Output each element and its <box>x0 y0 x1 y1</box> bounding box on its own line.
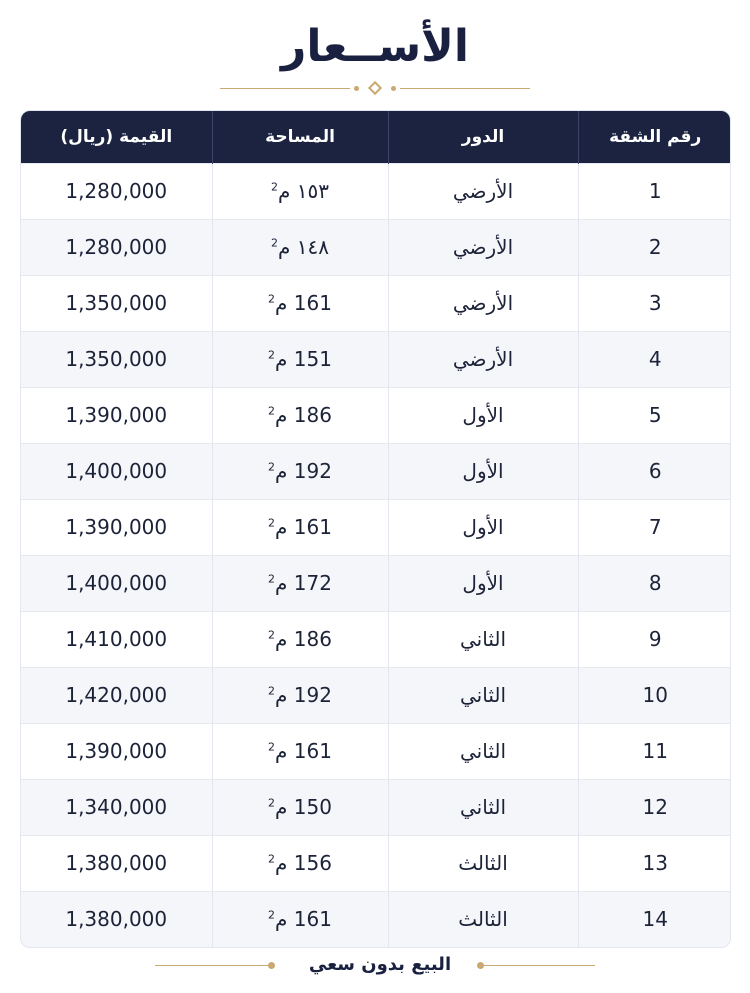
column-header-price: القيمة (ريال) <box>21 111 212 163</box>
table-row <box>21 555 731 611</box>
table-row <box>21 723 731 779</box>
cell-unit: 11 <box>578 723 731 779</box>
area-value: 161 <box>293 515 332 539</box>
area-value: ١٥٣ <box>296 179 329 203</box>
price-table-container <box>20 110 731 948</box>
cell-floor: الأول <box>388 499 578 555</box>
cell-price: 1,400,000 <box>21 443 212 499</box>
area-unit-label: م <box>278 179 291 203</box>
table-row <box>21 163 731 219</box>
table-header-row <box>21 111 731 163</box>
area-value: 151 <box>293 347 332 371</box>
cell-unit: 10 <box>578 667 731 723</box>
area-unit-superscript: 2 <box>271 180 278 194</box>
cell-floor: الثاني <box>388 723 578 779</box>
table-row <box>21 835 731 891</box>
area-value: 150 <box>293 795 332 819</box>
cell-area <box>212 163 388 219</box>
cell-area <box>212 219 388 275</box>
cell-price: 1,280,000 <box>21 163 212 219</box>
cell-floor: الأول <box>388 555 578 611</box>
area-value: 156 <box>293 851 332 875</box>
area-unit <box>271 235 290 259</box>
area-value: 161 <box>293 291 332 315</box>
area-unit <box>268 515 287 539</box>
area-value: 161 <box>293 739 332 763</box>
cell-area <box>212 275 388 331</box>
area-unit-superscript: 2 <box>268 572 276 586</box>
table-row <box>21 275 731 331</box>
cell-unit: 7 <box>578 499 731 555</box>
table-row <box>21 499 731 555</box>
cell-area <box>212 443 388 499</box>
cell-area <box>212 667 388 723</box>
area-value: 172 <box>293 571 332 595</box>
ornament-line-left <box>220 88 350 89</box>
area-unit-label: م <box>278 235 291 259</box>
area-unit <box>268 739 287 763</box>
cell-area <box>212 331 388 387</box>
area-unit <box>268 795 287 819</box>
area-unit-label: م <box>275 627 288 651</box>
cell-area <box>212 387 388 443</box>
cell-price: 1,350,000 <box>21 331 212 387</box>
area-unit <box>268 403 287 427</box>
cell-floor: الثالث <box>388 891 578 947</box>
cell-unit: 12 <box>578 779 731 835</box>
area-unit-superscript: 2 <box>268 404 276 418</box>
cell-price: 1,350,000 <box>21 275 212 331</box>
cell-unit: 3 <box>578 275 731 331</box>
cell-floor: الثاني <box>388 611 578 667</box>
footer-line-left <box>155 965 273 966</box>
table-row <box>21 667 731 723</box>
column-header-floor: الدور <box>388 111 578 163</box>
area-unit-label: م <box>275 291 288 315</box>
area-value: 186 <box>293 403 332 427</box>
area-value: 186 <box>293 627 332 651</box>
cell-area <box>212 779 388 835</box>
price-table <box>21 111 731 947</box>
cell-unit: 8 <box>578 555 731 611</box>
area-unit-label: م <box>275 795 288 819</box>
table-row <box>21 387 731 443</box>
area-unit-superscript: 2 <box>268 460 276 474</box>
cell-unit: 6 <box>578 443 731 499</box>
cell-area <box>212 611 388 667</box>
area-unit-label: م <box>275 739 288 763</box>
cell-price: 1,410,000 <box>21 611 212 667</box>
cell-price: 1,420,000 <box>21 667 212 723</box>
area-unit <box>268 291 287 315</box>
cell-floor: الأرضي <box>388 163 578 219</box>
column-header-unit: رقم الشقة <box>578 111 731 163</box>
column-header-area: المساحة <box>212 111 388 163</box>
area-value: ١٤٨ <box>296 235 329 259</box>
area-unit-superscript: 2 <box>268 852 276 866</box>
footer-line-right <box>477 965 595 966</box>
cell-area <box>212 835 388 891</box>
area-unit-label: م <box>275 851 288 875</box>
cell-floor: الأرضي <box>388 331 578 387</box>
area-unit-label: م <box>275 459 288 483</box>
area-unit-label: م <box>275 403 288 427</box>
area-unit-label: م <box>275 571 288 595</box>
ornament-line-right <box>400 88 530 89</box>
cell-area <box>212 499 388 555</box>
title-ornament <box>220 82 530 96</box>
footer-dot-left <box>268 962 275 969</box>
cell-price: 1,390,000 <box>21 387 212 443</box>
table-row <box>21 779 731 835</box>
area-unit-label: م <box>275 683 288 707</box>
cell-price: 1,380,000 <box>21 891 212 947</box>
area-unit-superscript: 2 <box>268 684 276 698</box>
cell-floor: الثاني <box>388 667 578 723</box>
ornament-dot-left <box>354 86 359 91</box>
cell-unit: 1 <box>578 163 731 219</box>
area-value: 161 <box>293 907 332 932</box>
area-unit <box>268 627 287 651</box>
cell-floor: الأول <box>388 387 578 443</box>
footer-note <box>0 950 750 980</box>
ornament-dot-right <box>391 86 396 91</box>
area-unit <box>271 179 290 203</box>
area-unit-superscript: 2 <box>268 796 276 810</box>
area-unit-superscript: 2 <box>268 292 276 306</box>
footer-text: البيع بدون سعي <box>308 954 452 975</box>
page-title: الأســعار <box>281 21 469 72</box>
area-unit-label: م <box>275 515 288 539</box>
area-value: 192 <box>293 683 332 707</box>
table-row <box>21 443 731 499</box>
cell-unit: 5 <box>578 387 731 443</box>
area-unit <box>268 347 287 371</box>
cell-price: 1,400,000 <box>21 555 212 611</box>
table-row <box>21 219 731 275</box>
cell-area <box>212 723 388 779</box>
cell-unit: 13 <box>578 835 731 891</box>
area-unit <box>268 907 287 931</box>
cell-price: 1,340,000 <box>21 779 212 835</box>
cell-price: 1,390,000 <box>21 723 212 779</box>
cell-area <box>212 555 388 611</box>
ornament-diamond-icon <box>368 81 382 95</box>
cell-floor: الثالث <box>388 835 578 891</box>
table-row <box>21 611 731 667</box>
table-body <box>21 163 731 947</box>
cell-unit: 9 <box>578 611 731 667</box>
area-unit-superscript: 2 <box>268 348 276 362</box>
cell-unit: 14 <box>578 891 731 947</box>
cell-price: 1,380,000 <box>21 835 212 891</box>
cell-price: 1,390,000 <box>21 499 212 555</box>
area-unit-superscript: 2 <box>268 740 276 754</box>
cell-floor: الأول <box>388 443 578 499</box>
cell-unit: 2 <box>578 219 731 275</box>
area-unit-superscript: 2 <box>268 908 276 922</box>
cell-floor: الأرضي <box>388 275 578 331</box>
area-unit-label: م <box>275 347 288 371</box>
area-value: 192 <box>293 459 332 483</box>
cell-price: 1,280,000 <box>21 219 212 275</box>
cell-area <box>212 891 388 947</box>
area-unit-superscript: 2 <box>268 516 276 530</box>
table-row <box>21 331 731 387</box>
cell-floor: الأرضي <box>388 219 578 275</box>
area-unit <box>268 571 287 595</box>
area-unit <box>268 459 287 483</box>
cell-floor: الثاني <box>388 779 578 835</box>
cell-unit: 4 <box>578 331 731 387</box>
area-unit-superscript: 2 <box>268 628 276 642</box>
table-row <box>21 891 731 947</box>
area-unit-superscript: 2 <box>271 236 278 250</box>
area-unit-label: م <box>275 907 288 932</box>
area-unit <box>268 851 287 875</box>
area-unit <box>268 683 287 707</box>
